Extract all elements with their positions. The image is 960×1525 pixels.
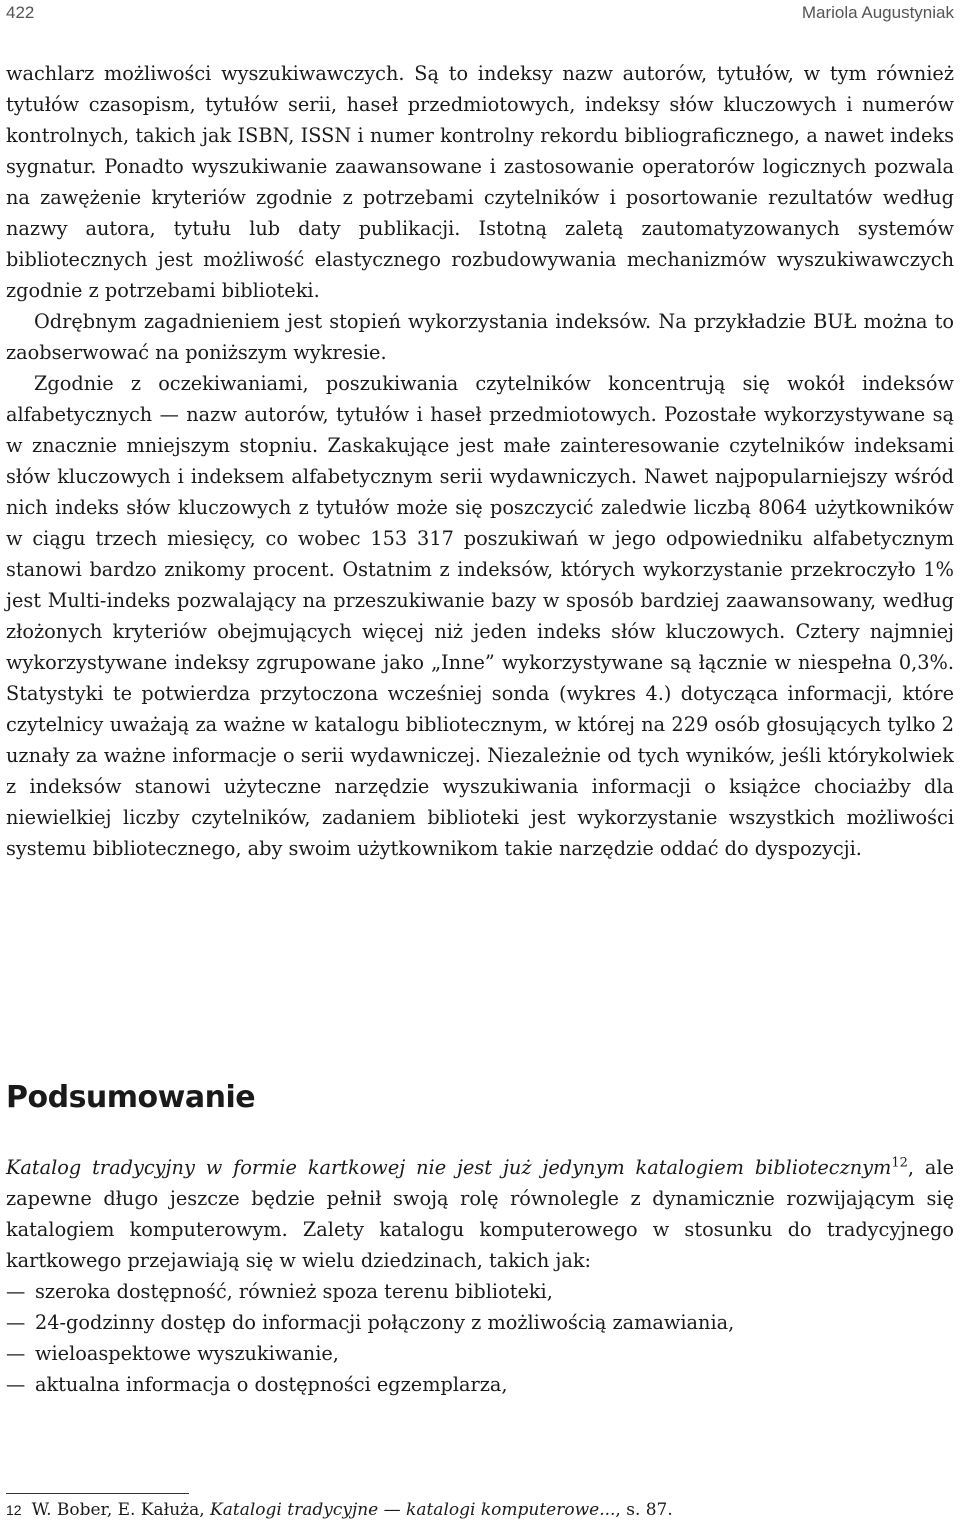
footnote-number: 12 <box>6 1502 22 1518</box>
dash-bullet: — <box>6 1280 26 1303</box>
paragraph-1: wachlarz możliwości wyszukiwawczych. Są to indeksy nazw autorów, tytułów, w tym również tytułów czasopism, tytułów serii, haseł przedmiotowych, indeksy słów kluczowych i numerów kontrolnych, takich jak ISBN, ISSN i numer kontrolny rekordu bibliograficznego, a nawet indeks sygnatur. Ponadto wyszukiwanie zaawansowane i zastosowanie operatorów logicznych pozwala na zawężenie kryteriów zgodnie z potrzebami czytelników i posortowanie rezultatów według nazwy autora, tytułu lub daty publikacji. Istotną zaletą zautomatyzowanych systemów bibliotecznych jest możliwość elastycznego rozbudowywania mechanizmów wyszukiwawczych zgodnie z potrzebami biblioteki. <box>6 62 954 302</box>
summary-intro <box>6 1152 954 1276</box>
page-number: 422 <box>6 3 35 22</box>
footnote-title: Katalogi tradycyjne — katalogi komputerowe... <box>210 1500 616 1520</box>
list-item <box>6 1276 954 1307</box>
list-item-text: aktualna informacja o dostępności egzemplarza, <box>35 1373 508 1396</box>
list-item-text: wieloaspektowe wyszukiwanie, <box>35 1342 339 1365</box>
list-item <box>6 1338 954 1369</box>
footnote-authors: W. Bober, E. Kałuża, <box>31 1500 211 1520</box>
section-heading: Podsumowanie <box>6 1080 256 1115</box>
dash-bullet: — <box>6 1373 26 1396</box>
running-author: Mariola Augustyniak <box>801 3 954 22</box>
summary-section <box>6 1152 954 1400</box>
paragraph-2: Odrębnym zagadnieniem jest stopień wykorzystania indeksów. Na przykładzie BUŁ można to zaobserwować na poniższym wykresie. <box>6 310 954 364</box>
list-item <box>6 1369 954 1400</box>
running-header <box>6 3 954 27</box>
advantages-list <box>6 1276 954 1400</box>
footnote-pages: , s. 87. <box>615 1500 673 1520</box>
list-item-text: 24-godzinny dostęp do informacji połączony z możliwością zamawiania, <box>35 1311 735 1334</box>
footnote <box>6 1499 673 1521</box>
footnote-reference: 12 <box>891 1155 908 1171</box>
list-item <box>6 1307 954 1338</box>
summary-intro-text: , ale zapewne długo jeszcze będzie pełnił swoją rolę równolegle z dynamicznie rozwijającym się katalogiem komputerowym. Zalety katalogu komputerowego w stosunku do tradycyjnego kartkowego przejawiają się w wielu dziedzinach, takich jak: <box>6 1156 954 1272</box>
body-text <box>6 58 954 864</box>
paragraph-3: Zgodnie z oczekiwaniami, poszukiwania czytelników koncentrują się wokół indeksów alfabetycznych — nazw autorów, tytułów i haseł przedmiotowych. Pozostałe wykorzystywane są w znacznie mniejszym stopniu. Zaskakujące jest małe zainteresowanie czytelników indeksami słów kluczowych i indeksem alfabetycznym serii wydawniczych. Nawet najpopularniejszy wśród nich indeks słów kluczowych z tytułów może się poszczycić zaledwie liczbą 8064 użytkowników w ciągu trzech miesięcy, co wobec 153 317 poszukiwań w jego odpowiedniku alfabetycznym stanowi bardzo znikomy procent. Ostatnim z indeksów, których wykorzystanie przekroczyło 1% jest Multi-indeks pozwalający na przeszukiwanie bazy w sposób bardziej zaawansowany, według złożonych kryteriów obejmujących więcej niż jeden indeks słów kluczowych. Cztery najmniej wykorzystywane indeksy zgrupowane jako „Inne” wykorzystywane są łącznie w niespełna 0,3%. Statystyki te potwierdza przytoczona wcześniej sonda (wykres 4.) dotycząca informacji, które czytelnicy uważają za ważne w katalogu bibliotecznym, w której na 229 osób głosujących tylko 2 uznały za ważne informacje o serii wydawniczej. Niezależnie od tych wyników, jeśli którykolwiek z indeksów stanowi użyteczne narzędzie wyszukiwania informacji o książce chociażby dla niewielkiej liczby czytelników, zadaniem biblioteki jest wykorzystanie wszystkich możliwości systemu bibliotecznego, aby swoim użytkownikom takie narzędzie oddać do dyspozycji. <box>6 372 954 860</box>
dash-bullet: — <box>6 1311 26 1334</box>
dash-bullet: — <box>6 1342 26 1365</box>
footnote-divider <box>6 1493 189 1494</box>
summary-intro-italic: Katalog tradycyjny w formie kartkowej nie jest już jedynym katalogiem bibliotecznym <box>6 1156 892 1179</box>
list-item-text: szeroka dostępność, również spoza terenu biblioteki, <box>35 1280 553 1303</box>
